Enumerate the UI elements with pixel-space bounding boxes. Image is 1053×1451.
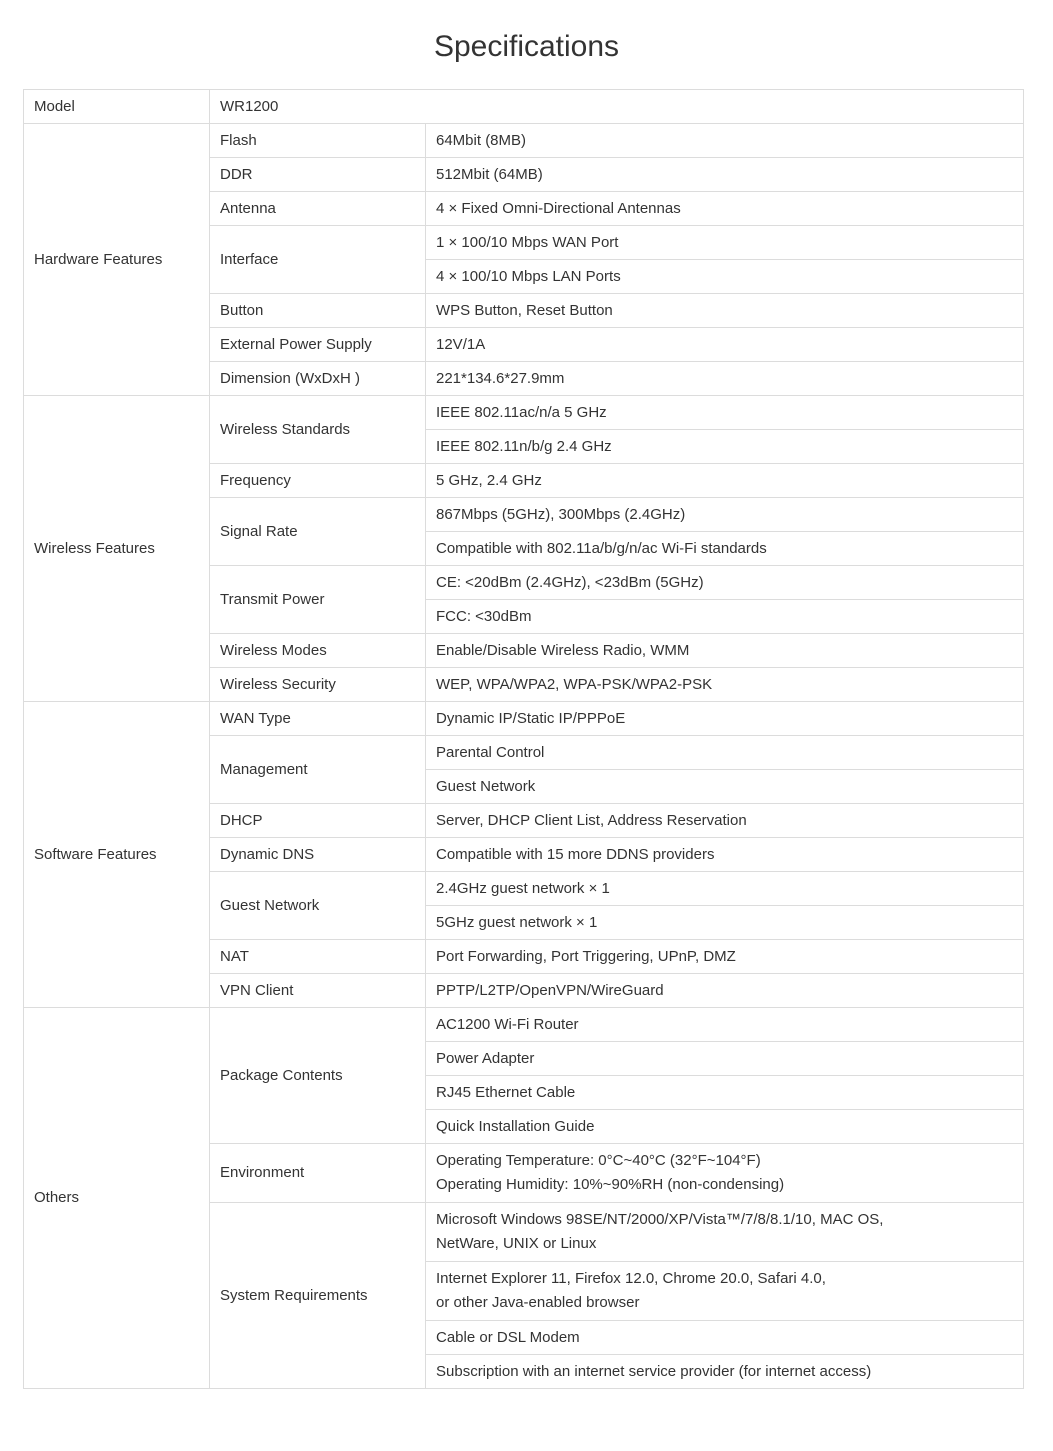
spec-value: Port Forwarding, Port Triggering, UPnP, DMZ [426,940,1024,974]
spec-value: FCC: <30dBm [426,600,1024,634]
spec-value: 64Mbit (8MB) [426,124,1024,158]
spec-value: Subscription with an internet service provider (for internet access) [426,1355,1024,1389]
spec-value-line: NetWare, UNIX or Linux [436,1235,597,1252]
spec-label: Guest Network [210,872,426,940]
spec-value: Compatible with 802.11a/b/g/n/ac Wi-Fi standards [426,532,1024,566]
table-row [24,396,1024,430]
table-row [24,90,1024,124]
spec-label: Dynamic DNS [210,838,426,872]
spec-label: Transmit Power [210,566,426,634]
spec-label: Button [210,294,426,328]
spec-value-line: Operating Temperature: 0°C~40°C (32°F~104°F) [436,1152,761,1169]
spec-label: Wireless Modes [210,634,426,668]
spec-label: Package Contents [210,1008,426,1144]
spec-label: System Requirements [210,1203,426,1389]
spec-label: DHCP [210,804,426,838]
spec-label: Management [210,736,426,804]
section-name: Others [24,1008,210,1389]
page-title: Specifications [433,30,620,63]
table-row [24,1008,1024,1042]
spec-value-line: Microsoft Windows 98SE/NT/2000/XP/Vista™/7/8/8.1/10, MAC OS, [436,1211,884,1228]
spec-label: Antenna [210,192,426,226]
spec-label: Flash [210,124,426,158]
table-row [24,124,1024,158]
spec-value: 512Mbit (64MB) [426,158,1024,192]
spec-value: Guest Network [426,770,1024,804]
spec-label: Wireless Standards [210,396,426,464]
spec-label: WAN Type [210,702,426,736]
spec-value: 2.4GHz guest network × 1 [426,872,1024,906]
spec-label: Signal Rate [210,498,426,566]
spec-label: DDR [210,158,426,192]
spec-value: WEP, WPA/WPA2, WPA-PSK/WPA2-PSK [426,668,1024,702]
spec-value: 4 × 100/10 Mbps LAN Ports [426,260,1024,294]
spec-value-line: Operating Humidity: 10%~90%RH (non-condensing) [436,1176,785,1193]
spec-value: 221*134.6*27.9mm [426,362,1024,396]
spec-value: Parental Control [426,736,1024,770]
spec-value: CE: <20dBm (2.4GHz), <23dBm (5GHz) [426,566,1024,600]
spec-label: Dimension (WxDxH ) [210,362,426,396]
spec-label: NAT [210,940,426,974]
spec-value: 5GHz guest network × 1 [426,906,1024,940]
spec-value-line: Internet Explorer 11, Firefox 12.0, Chrome 20.0, Safari 4.0, [436,1270,826,1287]
specifications-table [23,89,1024,1389]
spec-label: Environment [210,1144,426,1203]
spec-value: 867Mbps (5GHz), 300Mbps (2.4GHz) [426,498,1024,532]
spec-value: Compatible with 15 more DDNS providers [426,838,1024,872]
spec-value [426,1144,1024,1203]
spec-value: 1 × 100/10 Mbps WAN Port [426,226,1024,260]
spec-value: IEEE 802.11n/b/g 2.4 GHz [426,430,1024,464]
spec-label: External Power Supply [210,328,426,362]
table-row [24,702,1024,736]
section-name: Hardware Features [24,124,210,396]
spec-label: Interface [210,226,426,294]
section-name: Software Features [24,702,210,1008]
spec-value: IEEE 802.11ac/n/a 5 GHz [426,396,1024,430]
spec-value: 5 GHz, 2.4 GHz [426,464,1024,498]
spec-label: Frequency [210,464,426,498]
spec-value: Dynamic IP/Static IP/PPPoE [426,702,1024,736]
spec-value: RJ45 Ethernet Cable [426,1076,1024,1110]
spec-value: Enable/Disable Wireless Radio, WMM [426,634,1024,668]
spec-value: Quick Installation Guide [426,1110,1024,1144]
spec-value: WPS Button, Reset Button [426,294,1024,328]
model-label: Model [24,90,210,124]
spec-value: PPTP/L2TP/OpenVPN/WireGuard [426,974,1024,1008]
spec-value [426,1203,1024,1262]
spec-label: Wireless Security [210,668,426,702]
spec-value: 12V/1A [426,328,1024,362]
spec-value: Power Adapter [426,1042,1024,1076]
spec-value: 4 × Fixed Omni-Directional Antennas [426,192,1024,226]
section-name: Wireless Features [24,396,210,702]
spec-value: Cable or DSL Modem [426,1321,1024,1355]
spec-value: AC1200 Wi-Fi Router [426,1008,1024,1042]
model-value: WR1200 [210,90,1024,124]
spec-label: VPN Client [210,974,426,1008]
spec-value: Server, DHCP Client List, Address Reservation [426,804,1024,838]
spec-value-line: or other Java-enabled browser [436,1294,640,1311]
spec-value [426,1262,1024,1321]
